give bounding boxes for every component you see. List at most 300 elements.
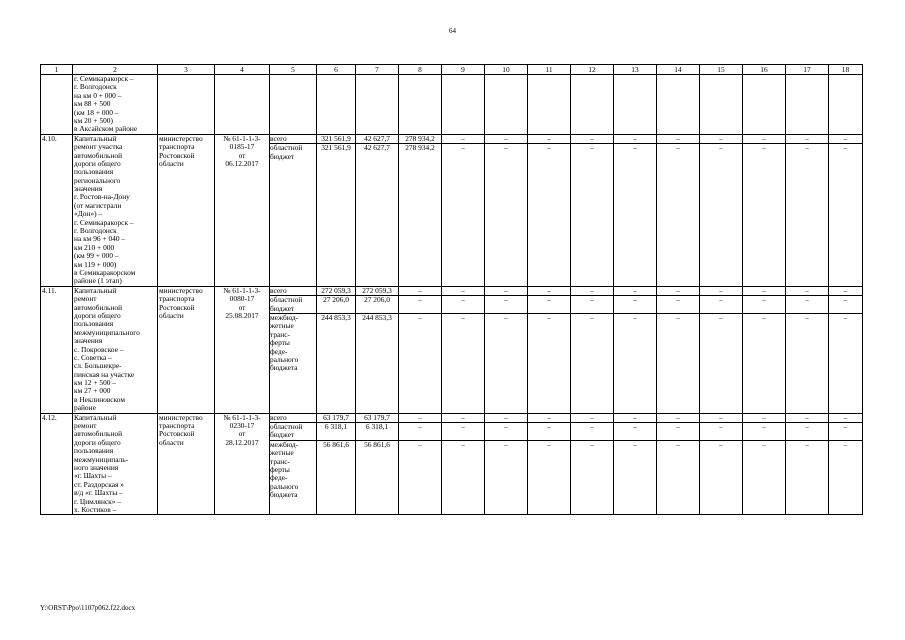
value-text: – <box>633 439 637 449</box>
value-text: – <box>547 143 551 153</box>
object-line: г. Семикаракорск – <box>74 217 134 227</box>
document-cell <box>215 134 270 286</box>
document-line: 06.12.2017 <box>225 158 259 168</box>
value-block <box>700 440 742 500</box>
value-block <box>442 414 484 422</box>
object-line: ного значения <box>74 462 119 472</box>
value-block <box>743 422 785 440</box>
value-block <box>743 287 785 295</box>
value-block <box>317 295 355 313</box>
source-line: межбюд- <box>270 439 299 449</box>
row-number: 4.11. <box>41 286 73 413</box>
table-cell <box>571 75 614 135</box>
value-text: – <box>676 312 680 322</box>
source-block <box>270 422 316 440</box>
value-cell <box>442 413 485 515</box>
value-text: – <box>547 312 551 322</box>
value-text: – <box>805 312 809 322</box>
value-text: – <box>590 422 594 432</box>
object-line: Капитальный <box>74 286 117 295</box>
object-line: пользования <box>74 446 114 456</box>
value-block <box>657 440 699 500</box>
table-cell <box>270 75 317 135</box>
object-line: значения <box>74 184 103 194</box>
value-text: – <box>418 422 422 432</box>
value-text: – <box>633 143 637 153</box>
value-text: – <box>762 143 766 153</box>
value-block <box>485 313 527 373</box>
header-col-number: 4 <box>215 65 270 75</box>
value-text: – <box>461 439 465 449</box>
object-line: регионального <box>74 175 121 185</box>
value-text: – <box>547 286 551 295</box>
value-block <box>317 143 355 161</box>
value-cell <box>317 413 356 515</box>
value-cell <box>356 413 399 515</box>
value-block <box>317 287 355 295</box>
value-block <box>657 313 699 373</box>
document-line: от <box>238 150 246 160</box>
header-row <box>41 65 863 75</box>
value-block <box>317 422 355 440</box>
header-col-number: 15 <box>700 65 743 75</box>
table-cell <box>399 75 442 135</box>
value-cell <box>743 413 786 515</box>
source-block <box>270 143 316 161</box>
value-text: 63 179,7 <box>323 413 349 422</box>
customer-line: транспорта <box>159 421 195 431</box>
table-cell <box>158 75 215 135</box>
value-block <box>442 440 484 500</box>
value-block <box>657 414 699 422</box>
value-cell <box>485 134 528 286</box>
value-block <box>442 143 484 161</box>
value-block <box>399 313 441 373</box>
value-text: 278 934,2 <box>405 134 435 143</box>
customer-line: области <box>159 310 184 320</box>
object-cell <box>73 413 158 515</box>
document-cell <box>215 413 270 515</box>
value-block <box>786 422 828 440</box>
value-text: – <box>719 134 723 143</box>
value-text: – <box>633 286 637 295</box>
value-text: – <box>762 295 766 305</box>
value-text: – <box>590 143 594 153</box>
value-cell <box>571 286 614 413</box>
value-text: – <box>762 286 766 295</box>
value-block <box>657 422 699 440</box>
value-cell <box>743 286 786 413</box>
value-text: – <box>633 422 637 432</box>
value-cell <box>571 134 614 286</box>
value-block <box>356 287 398 295</box>
value-text: – <box>504 286 508 295</box>
source-line: бюджета <box>270 363 298 373</box>
header-col-number: 17 <box>786 65 829 75</box>
value-cell <box>657 286 700 413</box>
value-text: – <box>547 413 551 422</box>
value-text: – <box>719 413 723 422</box>
document-cell <box>215 286 270 413</box>
object-cell <box>73 134 158 286</box>
object-line: в/д «г. Шахты – <box>74 488 123 498</box>
table-cell <box>317 75 356 135</box>
value-text: – <box>762 439 766 449</box>
source-line: ферты <box>270 338 290 348</box>
value-block <box>786 287 828 295</box>
value-text: – <box>676 134 680 143</box>
value-text: – <box>590 312 594 322</box>
value-block <box>829 440 862 500</box>
value-text: – <box>504 295 508 305</box>
value-block <box>829 143 862 161</box>
object-line: Капитальный <box>74 134 117 143</box>
value-block <box>786 135 828 143</box>
value-block <box>700 295 742 313</box>
header-col-number: 10 <box>485 65 528 75</box>
value-block <box>399 135 441 143</box>
object-line: с. Советка – <box>74 352 112 362</box>
source-line: феде- <box>270 473 288 483</box>
object-line: пользования <box>74 319 114 329</box>
source-block <box>270 287 316 295</box>
document-line: от <box>238 302 246 312</box>
value-cell <box>399 286 442 413</box>
value-text: – <box>547 295 551 305</box>
value-text: 42 627,7 <box>364 134 390 143</box>
object-line: г. Волгодонск <box>74 82 117 92</box>
value-text: – <box>843 134 848 143</box>
customer-line: транспорта <box>159 294 195 304</box>
value-cell <box>657 413 700 515</box>
value-text: – <box>461 143 465 153</box>
value-block <box>657 295 699 313</box>
value-block <box>571 135 613 143</box>
value-text: – <box>843 312 848 322</box>
value-block <box>700 287 742 295</box>
header-col-number: 2 <box>73 65 158 75</box>
value-cell <box>700 286 743 413</box>
value-text: 321 561,9 <box>321 134 351 143</box>
header-col-number: 14 <box>657 65 700 75</box>
object-line: дороги общего <box>74 158 121 168</box>
value-block <box>399 422 441 440</box>
object-line: с. Покровское – <box>74 344 124 354</box>
table-cell <box>829 75 863 135</box>
value-block <box>571 287 613 295</box>
value-block <box>356 295 398 313</box>
value-cell <box>399 134 442 286</box>
value-block <box>528 440 570 500</box>
value-text: – <box>676 143 680 153</box>
value-text: – <box>504 439 508 449</box>
value-block <box>743 135 785 143</box>
object-line: г. Цимлянск» – <box>74 496 122 506</box>
value-text: 56 861,6 <box>323 439 349 449</box>
value-text: – <box>461 286 465 295</box>
source-line: областной <box>270 422 303 432</box>
header-col-number: 16 <box>743 65 786 75</box>
value-cell <box>528 286 571 413</box>
object-line: ремонт участка <box>74 142 123 152</box>
header-col-number: 7 <box>356 65 399 75</box>
value-text: 278 934,2 <box>405 143 435 153</box>
value-text: – <box>461 413 465 422</box>
object-line: в Неклиновском <box>74 394 126 404</box>
value-block <box>829 135 862 143</box>
value-text: – <box>633 413 637 422</box>
object-line: районе (1 этап) <box>74 276 122 286</box>
value-block <box>657 287 699 295</box>
value-text: – <box>843 422 848 432</box>
value-block <box>786 440 828 500</box>
value-text: – <box>461 422 465 432</box>
value-text: – <box>805 413 809 422</box>
header-col-number: 3 <box>158 65 215 75</box>
value-cell <box>700 134 743 286</box>
source-line: ферты <box>270 464 290 474</box>
value-block <box>743 313 785 373</box>
value-block <box>829 414 862 422</box>
value-text: 27 206,0 <box>364 295 390 305</box>
value-cell <box>743 134 786 286</box>
value-block <box>485 295 527 313</box>
object-line: км 12 + 500 – <box>74 378 116 388</box>
value-block <box>614 414 656 422</box>
customer-cell <box>158 413 215 515</box>
table-cell <box>485 75 528 135</box>
source-line: всего <box>270 286 287 295</box>
value-text: – <box>461 295 465 305</box>
value-text: – <box>504 143 508 153</box>
value-text: – <box>504 422 508 432</box>
customer-line: транспорта <box>159 142 195 152</box>
object-line: ст. Раздорская » <box>74 479 124 489</box>
value-text: – <box>633 134 637 143</box>
object-line: Капитальный <box>74 413 117 422</box>
source-block <box>270 313 316 373</box>
value-text: – <box>418 439 422 449</box>
customer-line: министерство <box>159 134 203 143</box>
object-line: г. Семикаракорск – <box>74 74 134 83</box>
value-block <box>356 313 398 373</box>
source-line: рального <box>270 481 299 491</box>
value-text: – <box>762 134 766 143</box>
value-text: – <box>504 134 508 143</box>
value-cell <box>528 134 571 286</box>
source-line: бюджета <box>270 490 298 500</box>
value-block <box>528 295 570 313</box>
object-line: х. Костиков – <box>74 504 117 514</box>
value-cell <box>700 413 743 515</box>
source-block <box>270 135 316 143</box>
value-text: – <box>805 295 809 305</box>
budget-table <box>40 64 863 515</box>
object-line: (от магистрали <box>74 200 122 210</box>
header-col-number: 9 <box>442 65 485 75</box>
value-text: – <box>418 295 422 305</box>
object-line: дороги общего <box>74 437 121 447</box>
value-block <box>442 287 484 295</box>
value-text: – <box>843 295 848 305</box>
object-line: (км 99 + 000 – <box>74 251 119 261</box>
value-text: – <box>590 295 594 305</box>
value-block <box>786 313 828 373</box>
continuation-row <box>41 75 863 135</box>
value-text: – <box>418 413 422 422</box>
table-cell <box>41 75 73 135</box>
customer-line: Ростовской <box>159 429 195 439</box>
object-line: на км 0 + 000 – <box>74 90 122 100</box>
value-block <box>829 295 862 313</box>
value-cell <box>317 134 356 286</box>
value-block <box>829 422 862 440</box>
value-block <box>485 422 527 440</box>
object-line: автомобильной <box>74 302 123 312</box>
value-cell <box>528 413 571 515</box>
value-cell <box>356 286 399 413</box>
header-col-number: 13 <box>614 65 657 75</box>
source-line: жетные <box>270 321 294 331</box>
value-text: 244 853,3 <box>321 312 351 322</box>
customer-line: области <box>159 158 184 168</box>
value-text: – <box>762 312 766 322</box>
value-block <box>743 143 785 161</box>
value-block <box>571 295 613 313</box>
value-block <box>829 313 862 373</box>
header-col-number: 11 <box>528 65 571 75</box>
object-line: (км 18 + 000 – <box>74 107 119 117</box>
source-line: областной <box>270 143 303 153</box>
value-text: 272 059,3 <box>321 286 351 295</box>
value-block <box>528 143 570 161</box>
document-line: 25.08.2017 <box>225 310 259 320</box>
value-block <box>528 313 570 373</box>
value-cell <box>614 134 657 286</box>
value-text: – <box>547 422 551 432</box>
value-cell <box>399 413 442 515</box>
value-block <box>700 135 742 143</box>
value-text: – <box>676 295 680 305</box>
value-cell <box>614 286 657 413</box>
table-row <box>41 134 863 286</box>
value-block <box>700 143 742 161</box>
customer-cell <box>158 134 215 286</box>
table-cell <box>356 75 399 135</box>
source-line: транс- <box>270 329 290 339</box>
value-text: – <box>461 312 465 322</box>
source-cell <box>270 286 317 413</box>
value-text: 6 318,1 <box>365 422 389 432</box>
source-line: бюджет <box>270 303 295 313</box>
value-text: – <box>843 439 848 449</box>
table-cell <box>614 75 657 135</box>
value-block <box>786 295 828 313</box>
value-block <box>356 143 398 161</box>
value-text: – <box>418 286 422 295</box>
customer-line: области <box>159 437 184 447</box>
value-block <box>485 414 527 422</box>
value-block <box>399 295 441 313</box>
source-line: областной <box>270 295 303 305</box>
value-cell <box>442 286 485 413</box>
value-block <box>700 313 742 373</box>
source-block <box>270 440 316 500</box>
value-text: – <box>762 413 766 422</box>
value-text: – <box>676 413 680 422</box>
document-line: от <box>238 429 246 439</box>
object-line: км 88 + 500 <box>74 99 111 109</box>
value-text: – <box>805 422 809 432</box>
value-cell <box>571 413 614 515</box>
value-cell <box>829 286 863 413</box>
object-line: автомобильной <box>74 150 123 160</box>
source-line: всего <box>270 413 287 422</box>
value-block <box>571 440 613 500</box>
table-cell <box>442 75 485 135</box>
value-text: 244 853,3 <box>362 312 392 322</box>
table-cell <box>73 75 158 135</box>
table-cell <box>528 75 571 135</box>
table-cell <box>743 75 786 135</box>
value-block <box>700 422 742 440</box>
value-text: – <box>719 439 723 449</box>
value-block <box>442 295 484 313</box>
object-line: автомобильной <box>74 429 123 439</box>
customer-line: министерство <box>159 286 203 295</box>
footer-path: Y:\ORST\Ppo\1107p062.f22.docx <box>40 604 136 612</box>
source-cell <box>270 413 317 515</box>
table-cell <box>215 75 270 135</box>
customer-line: министерство <box>159 413 203 422</box>
object-line: г. Волгодонск <box>74 226 117 236</box>
value-text: – <box>762 422 766 432</box>
value-cell <box>829 134 863 286</box>
value-text: – <box>719 312 723 322</box>
value-text: – <box>719 295 723 305</box>
value-text: – <box>418 312 422 322</box>
object-line: сл. Большекре- <box>74 361 122 371</box>
value-block <box>571 414 613 422</box>
value-text: – <box>633 312 637 322</box>
page-number: 64 <box>449 27 456 35</box>
value-block <box>786 143 828 161</box>
value-text: 27 206,0 <box>323 295 349 305</box>
header-col-number: 12 <box>571 65 614 75</box>
value-text: – <box>461 134 465 143</box>
value-block <box>528 414 570 422</box>
header-col-number: 6 <box>317 65 356 75</box>
value-block <box>571 422 613 440</box>
source-line: жетные <box>270 448 294 458</box>
value-text: – <box>633 295 637 305</box>
object-line: ремонт <box>74 421 97 431</box>
value-block <box>317 313 355 373</box>
value-block <box>485 143 527 161</box>
table-row <box>41 413 863 515</box>
value-text: – <box>843 286 848 295</box>
value-text: – <box>504 413 508 422</box>
value-text: 272 059,3 <box>362 286 392 295</box>
source-line: всего <box>270 134 287 143</box>
document-line: 28.12.2017 <box>225 437 259 447</box>
value-block <box>614 143 656 161</box>
value-block <box>614 135 656 143</box>
value-block <box>528 287 570 295</box>
value-block <box>614 422 656 440</box>
object-line: межмуниципального <box>74 327 140 337</box>
value-text: – <box>547 134 551 143</box>
